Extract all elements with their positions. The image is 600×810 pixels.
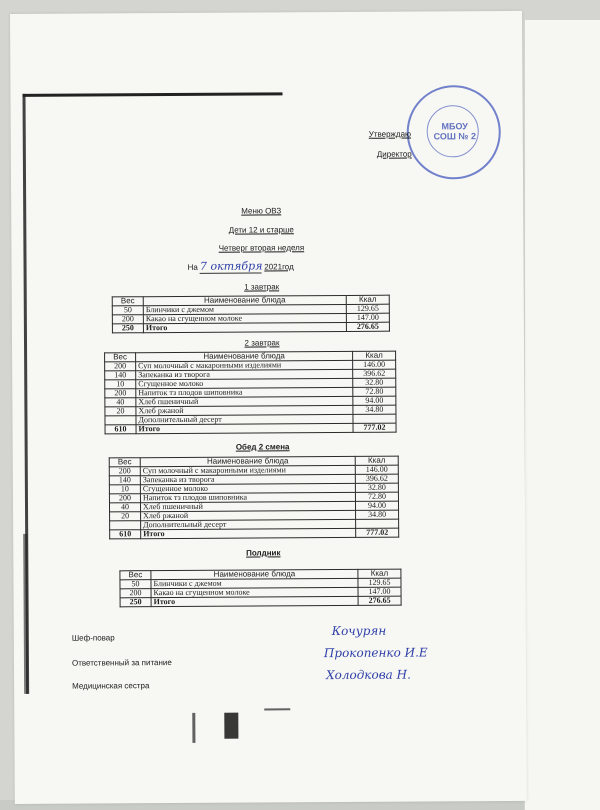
cell-kcal: 147.00 <box>346 313 389 322</box>
cell-kcal: 147.00 <box>358 587 401 596</box>
date-handwritten: 7 октября <box>199 259 263 273</box>
chef-signature: Кочурян <box>331 623 387 639</box>
day-label: Четверг вторая неделя <box>218 243 305 253</box>
cell-name: Суп молочный с макаронными изделиями <box>140 465 355 475</box>
cell-kcal: 34.80 <box>353 405 396 414</box>
cell-kcal: 32.80 <box>355 483 398 492</box>
cell-weight: 200 <box>109 494 140 503</box>
nurse-label: Медицинская сестра <box>72 681 150 691</box>
responsible-label: Ответственный за питание <box>71 658 172 668</box>
stamp-text <box>423 121 487 141</box>
col-kcal: Ккал <box>358 569 401 578</box>
section-title-breakfast2: 2 завтрак <box>244 338 280 348</box>
cell-name: Запеканка из творога <box>140 474 355 484</box>
cell-weight: 200 <box>112 315 143 324</box>
cell-weight: 40 <box>109 503 140 512</box>
col-name: Наименование блюда <box>136 351 353 361</box>
second-page-edge <box>524 20 600 810</box>
cell-name: Хлеб ржаной <box>136 405 353 415</box>
cell-kcal: 276.65 <box>358 596 401 605</box>
total-row <box>110 528 399 539</box>
official-stamp <box>406 85 501 180</box>
cell-kcal: 32.80 <box>353 378 396 387</box>
document-page <box>10 11 527 804</box>
cell-kcal: 94.00 <box>355 501 398 510</box>
cell-name: Итого <box>143 322 346 332</box>
scan-mark-bottom-left <box>192 713 195 743</box>
total-row <box>105 423 396 434</box>
cell-name: Хлеб пшеничный <box>140 501 355 511</box>
cell-kcal: 129.65 <box>346 304 389 313</box>
col-kcal: Ккал <box>353 351 396 360</box>
date-line <box>188 259 294 274</box>
cell-kcal: 777.02 <box>353 423 396 432</box>
stamp-line2: СОШ № 2 <box>433 131 476 142</box>
table-lunch <box>109 456 399 540</box>
col-name: Наименование блюда <box>143 295 346 305</box>
cell-weight: 200 <box>109 467 140 476</box>
total-row <box>112 322 389 333</box>
cell-name: Блинчики с джемом <box>151 578 358 588</box>
cell-name: Суп молочный с макаронными изделиями <box>136 360 353 370</box>
col-weight: Вес <box>120 571 151 580</box>
cell-kcal: 396.62 <box>355 474 398 483</box>
table-breakfast1 <box>112 295 390 334</box>
menu-title: Меню ОВЗ <box>241 206 282 216</box>
chef-label: Шеф-повар <box>71 633 115 643</box>
cell-kcal: 396.62 <box>353 369 396 378</box>
approval-label: Утверждаю <box>368 129 412 139</box>
cell-weight: 10 <box>105 380 136 389</box>
cell-weight: 140 <box>109 476 140 485</box>
cell-kcal: 94.00 <box>353 396 396 405</box>
col-weight: Вес <box>109 458 140 467</box>
cell-weight: 140 <box>105 371 136 380</box>
section-title-snack: Полдник <box>246 548 281 558</box>
cell-kcal: 34.80 <box>356 510 399 519</box>
cell-kcal: 777.02 <box>356 528 399 537</box>
section-title-lunch: Обед 2 смена <box>235 442 290 452</box>
cell-kcal: 146.00 <box>353 360 396 369</box>
nurse-signature: Холодкова Н. <box>326 667 411 683</box>
col-kcal: Ккал <box>355 456 398 465</box>
cell-weight: 20 <box>110 512 141 521</box>
cell-weight: 200 <box>105 389 136 398</box>
cell-weight: 250 <box>112 324 143 333</box>
cell-name: Хлеб ржаной <box>141 510 356 520</box>
date-prefix: На <box>187 262 198 272</box>
age-group: Дети 12 и старше <box>228 225 294 235</box>
cell-name: Дополнительный десерт <box>136 414 353 424</box>
cell-kcal: 146.00 <box>355 465 398 474</box>
cell-name: Сгущенное молоко <box>136 378 353 388</box>
cell-name: Дополнительный десерт <box>141 519 356 529</box>
cell-weight: 200 <box>105 362 136 371</box>
cell-name: Итого <box>151 596 358 606</box>
cell-name: Блинчики с джемом <box>143 304 346 314</box>
col-name: Наименование блюда <box>151 569 358 579</box>
col-kcal: Ккал <box>346 295 389 304</box>
cell-name: Запеканка из творога <box>136 369 353 379</box>
col-weight: Вес <box>112 297 143 306</box>
cell-weight: 50 <box>112 306 143 315</box>
table-breakfast2 <box>104 351 396 435</box>
cell-weight: 50 <box>120 580 151 589</box>
cell-name: Итого <box>136 423 353 433</box>
cell-name: Какао на сгущенном молоке <box>151 587 358 597</box>
table-snack <box>119 569 401 608</box>
cell-name: Напиток тз плодов шиповника <box>136 387 353 397</box>
cell-weight: 40 <box>105 398 136 407</box>
scan-mark-bottom-line <box>264 708 290 710</box>
cell-weight: 610 <box>105 425 136 434</box>
cell-name: Сгущенное молоко <box>140 483 355 493</box>
cell-name: Какао на сгущенном молоке <box>143 313 346 323</box>
cell-kcal: 129.65 <box>358 578 401 587</box>
cell-name: Хлеб пшеничный <box>136 396 353 406</box>
director-label: Директор <box>376 149 412 159</box>
cell-weight: 10 <box>109 485 140 494</box>
scan-mark-bottom-box <box>224 713 238 739</box>
cell-weight: 20 <box>105 407 136 416</box>
cell-name: Напиток тз плодов шиповника <box>140 492 355 502</box>
cell-kcal: 72.80 <box>355 492 398 501</box>
col-name: Наименование блюда <box>140 456 355 466</box>
responsible-signature: Прокопенко И.Е <box>323 645 428 661</box>
total-row <box>120 596 401 607</box>
cell-weight: 250 <box>120 598 151 607</box>
cell-kcal: 276.65 <box>346 322 389 331</box>
cell-kcal: 72.80 <box>353 387 396 396</box>
stamp-line1: МБОУ <box>441 121 468 132</box>
scan-edge-top <box>22 92 282 97</box>
date-year: 2021год <box>264 262 294 272</box>
cell-weight: 610 <box>110 530 141 539</box>
cell-name: Итого <box>141 528 356 538</box>
section-title-breakfast1: 1 завтрак <box>244 282 280 292</box>
cell-weight: 200 <box>120 589 151 598</box>
col-weight: Вес <box>105 353 136 362</box>
